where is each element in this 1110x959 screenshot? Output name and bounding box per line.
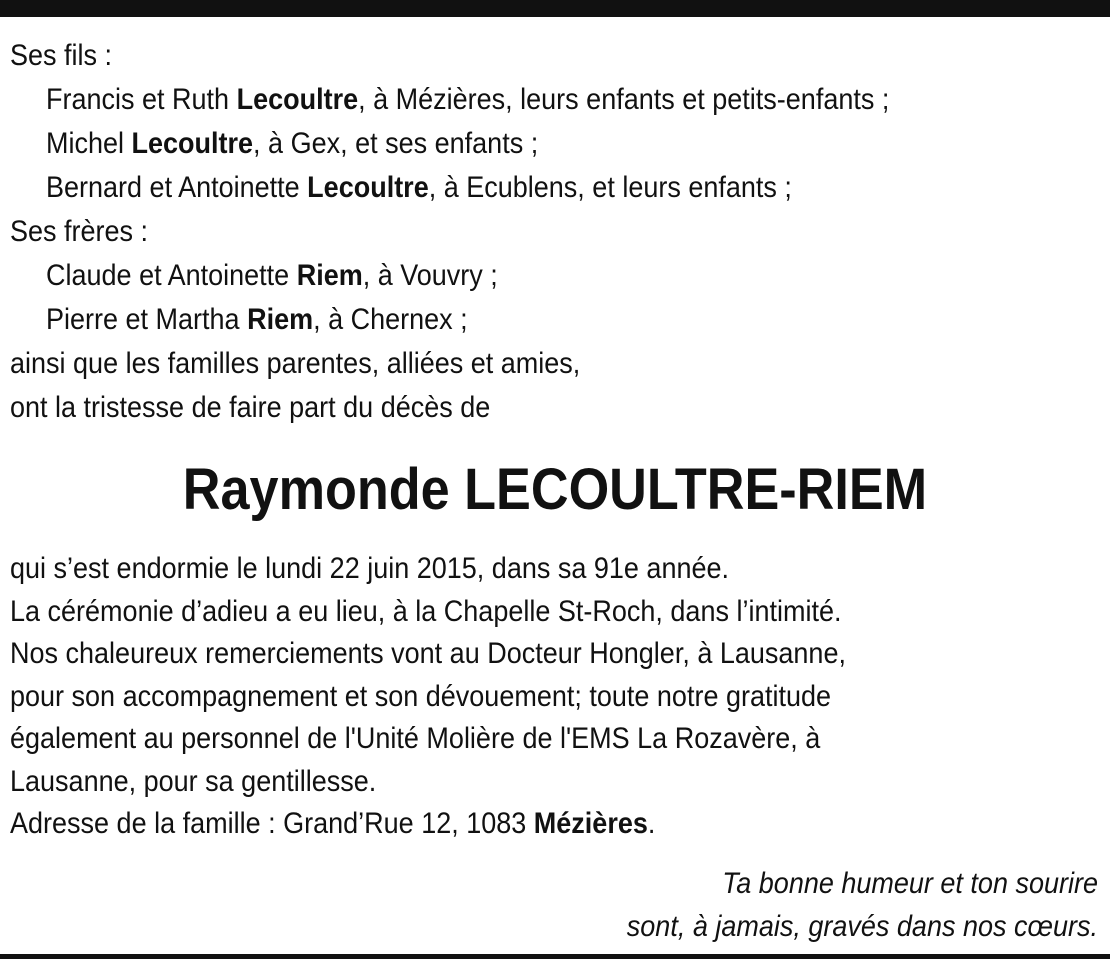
sons-heading: Ses fils :	[10, 39, 113, 72]
son-2-details: , à Gex, et ses enfants ;	[253, 127, 539, 160]
son-1-first-names: Francis et Ruth	[46, 83, 237, 116]
deceased-name: Raymonde LECOULTRE-RIEM	[182, 457, 928, 522]
brother-2-details: , à Chernex ;	[313, 303, 468, 336]
brother-2-surname: Riem	[247, 303, 314, 336]
address-city: Mézières	[533, 807, 648, 840]
son-3-first-names: Bernard et Antoinette	[46, 171, 308, 204]
address-period: .	[647, 807, 656, 840]
son-3-details: , à Ecublens, et leurs enfants ;	[428, 171, 792, 204]
son-line-3	[10, 166, 996, 210]
body-line-5: également au personnel de l'Unité Molière de l'EMS La Rozavère, à	[10, 722, 821, 755]
body-line-3: Nos chaleureux remerciements vont au Docteur Hongler, à Lausanne,	[10, 637, 846, 670]
body-line-2: La cérémonie d’adieu a eu lieu, à la Chapelle St-Roch, dans l’intimité.	[10, 594, 842, 628]
son-1-details: , à Mézières, leurs enfants et petits-enfants ;	[358, 83, 890, 116]
son-line-1	[10, 78, 996, 122]
son-3-surname: Lecoultre	[307, 171, 429, 204]
closing-motto	[288, 862, 1098, 948]
brother-line-1	[10, 254, 996, 298]
body-line-6: Lausanne, pour sa gentillesse.	[10, 764, 377, 798]
body-line-4: pour son accompagnement et son dévouement; toute notre gratitude	[10, 679, 832, 713]
son-line-2	[10, 122, 996, 166]
brothers-heading: Ses frères :	[10, 215, 149, 248]
brother-1-details: , à Vouvry ;	[362, 259, 498, 292]
address-street: Adresse de la famille : Grand’Rue 12, 1083	[10, 807, 534, 840]
son-2-surname: Lecoultre	[131, 127, 254, 160]
brother-2-first-names: Pierre et Martha	[46, 303, 248, 336]
brother-1-first-names: Claude et Antoinette	[46, 259, 297, 292]
closing-line-2: ont la tristesse de faire part du décès de	[10, 391, 491, 424]
motto-line-2: sont, à jamais, gravés dans nos cœurs.	[626, 910, 1098, 943]
family-address	[10, 803, 1099, 846]
bottom-border-rule	[0, 954, 1110, 959]
son-2-first-names: Michel	[46, 127, 132, 160]
brother-line-2	[10, 298, 996, 342]
top-border-rule	[0, 0, 1110, 17]
announcement-body	[10, 548, 1099, 846]
closing-line-1: ainsi que les familles parentes, alliées et amies,	[10, 347, 581, 380]
motto-line-1: Ta bonne humeur et ton sourire	[722, 867, 1098, 900]
body-line-1: qui s’est endormie le lundi 22 juin 2015, dans sa 91e année.	[10, 552, 730, 585]
brother-1-surname: Riem	[296, 259, 363, 292]
son-1-surname: Lecoultre	[236, 83, 359, 116]
family-announcement	[10, 34, 996, 430]
